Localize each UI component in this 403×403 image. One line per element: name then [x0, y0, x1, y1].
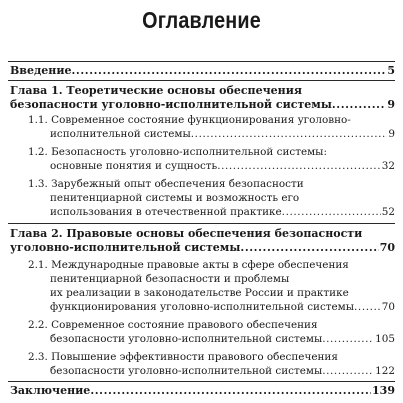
dot-leader	[217, 160, 381, 173]
dot-leader	[322, 333, 374, 346]
page-number: 32	[381, 160, 395, 172]
dot-leader	[191, 128, 388, 141]
toc-entry-label: безопасности уголовно-исполнительной системы	[50, 365, 323, 377]
section-1-1-title: 1.1. Современное состояние функционирования уголовно-	[28, 114, 351, 126]
toc-entry-chapter-2[interactable]	[10, 241, 395, 254]
dot-leader	[90, 384, 371, 397]
toc-entry-label: Заключение	[10, 384, 91, 397]
toc-entry-chapter-1[interactable]	[10, 98, 395, 111]
toc-entry-intro[interactable]	[10, 64, 395, 77]
dot-leader	[71, 64, 386, 77]
toc-entry-label: безопасности уголовно-исполнительной системы	[50, 333, 323, 345]
toc-entry-label: безопасности уголовно-исполнительной системы	[10, 98, 332, 111]
chapter-2-title: Глава 2. Правовые основы обеспечения безопасности	[10, 227, 363, 240]
toc-entry-section-2-3[interactable]	[50, 365, 395, 378]
toc-entry-conclusion[interactable]	[10, 384, 395, 397]
toc-entry-label: функционирования уголовно-исполнительной системы	[50, 301, 355, 313]
divider	[8, 223, 395, 224]
chapter-1-title: Глава 1. Теоретические основы обеспечения	[10, 84, 302, 97]
page-number: 70	[381, 301, 395, 313]
section-1-3-line: пенитенциарной системы и возможность его	[50, 192, 300, 204]
dot-leader	[240, 241, 378, 254]
toc-entry-label: использования в отечественной практике	[50, 206, 282, 218]
page-number: 9	[388, 128, 395, 140]
page-title: Оглавление	[142, 7, 261, 33]
section-2-1-line: пенитенциарной безопасности и проблемы	[50, 273, 290, 285]
dot-leader	[354, 301, 381, 314]
dot-leader	[282, 206, 381, 219]
toc-entry-section-2-2[interactable]	[50, 333, 395, 346]
page-number: 122	[375, 365, 395, 377]
page-number: 139	[372, 384, 395, 397]
section-2-1-title: 2.1. Международные правовые акты в сфере обеспечения	[28, 259, 349, 271]
page-number: 52	[381, 206, 395, 218]
toc-entry-label: уголовно-исполнительной системы	[10, 241, 241, 254]
page-number: 105	[375, 333, 395, 345]
page-number: 5	[387, 64, 395, 77]
toc-entry-label: исполнительной системы	[50, 128, 191, 140]
dot-leader	[332, 98, 387, 111]
divider	[8, 381, 395, 382]
toc-entry-section-1-3[interactable]	[50, 206, 395, 219]
toc-entry-section-1-1[interactable]	[50, 128, 395, 141]
toc-entry-label: Введение	[10, 64, 72, 77]
toc-entry-section-1-2[interactable]	[50, 160, 395, 173]
section-2-2-title: 2.2. Современное состояние правового обеспечения	[28, 319, 318, 331]
toc-entry-label: основные понятия и сущность	[50, 160, 218, 172]
toc-entry-section-2-1[interactable]	[50, 301, 395, 314]
page-number: 9	[387, 98, 395, 111]
divider	[8, 80, 395, 81]
dot-leader	[322, 365, 374, 378]
section-1-2-title: 1.2. Безопасность уголовно-исполнительной системы:	[28, 146, 327, 158]
section-1-3-title: 1.3. Зарубежный опыт обеспечения безопасности	[28, 178, 304, 190]
page-number: 70	[379, 241, 395, 254]
divider	[8, 61, 395, 62]
section-2-1-line: их реализации в законодательстве России и практике	[50, 287, 349, 299]
section-2-3-title: 2.3. Повышение эффективности правового обеспечения	[28, 351, 338, 363]
